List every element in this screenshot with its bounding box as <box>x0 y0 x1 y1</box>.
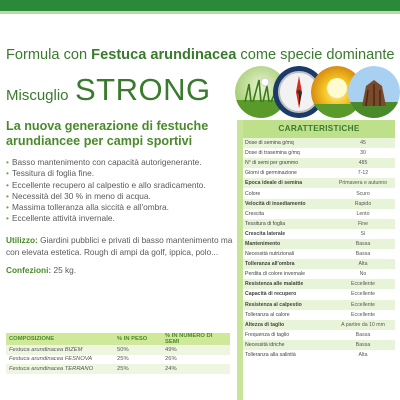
usage-label: Utilizzo: <box>6 235 38 245</box>
characteristic-value: Sì <box>360 230 366 237</box>
characteristic-row <box>243 219 395 229</box>
characteristic-label: Resistenza al calpestio <box>243 300 331 310</box>
characteristic-value: Bassa <box>355 331 371 338</box>
characteristic-row <box>243 330 395 340</box>
characteristic-row <box>243 178 395 188</box>
characteristic-row <box>243 289 395 299</box>
bullet-item: • Tessitura di foglia fine. <box>6 168 231 179</box>
characteristic-value: Rapido <box>331 199 395 209</box>
characteristic-row <box>243 199 395 209</box>
characteristic-value: Fine <box>331 219 395 229</box>
characteristic-row <box>243 209 395 219</box>
characteristic-row <box>243 138 395 148</box>
formula-prefix: Formula con <box>6 47 92 63</box>
title-small: Miscuglio <box>6 87 69 104</box>
characteristic-label: Necessità nutrizionali <box>245 251 295 258</box>
characteristic-row <box>243 310 395 320</box>
characteristic-value: 7-12 <box>357 170 369 177</box>
formula-suffix: come specie dominante <box>236 47 395 63</box>
bullet-item: • Massima tolleranza alla siccità e all'ombra. <box>6 202 231 213</box>
composition-seeds: 49% <box>162 345 230 355</box>
composition-weight: 25% <box>114 364 162 374</box>
characteristic-value: Scuro <box>356 190 370 197</box>
characteristic-label: Velocità di insediamento <box>243 199 331 209</box>
characteristic-row <box>243 279 395 289</box>
composition-weight: 50% <box>114 345 162 355</box>
characteristic-value: Lento <box>356 210 370 217</box>
characteristic-label: Colore <box>245 190 261 197</box>
characteristic-row <box>243 239 395 249</box>
characteristic-label: Crescita <box>245 210 265 217</box>
characteristic-row <box>243 350 395 360</box>
packaging-label: Confezioni: <box>6 265 52 275</box>
characteristic-label: Giorni di germinazione <box>245 170 297 177</box>
bullet-item: • Eccellente attività invernale. <box>6 213 231 224</box>
bullet-item: • Eccellente recupero al calpestio e allo sradicamento. <box>6 180 231 191</box>
composition-row <box>6 345 230 355</box>
headline: La nuova generazione di festuche arundiancee per campi sportivi <box>6 119 209 148</box>
characteristic-row <box>243 229 395 239</box>
characteristic-value: Eccellente <box>331 279 395 289</box>
characteristic-label: Dose di trasemina g/mq <box>245 150 300 157</box>
characteristic-value: Bassa <box>331 239 395 249</box>
characteristic-row <box>243 269 395 279</box>
characteristic-label: N° di semi per grammo <box>243 158 331 168</box>
tree-stump-icon <box>348 66 400 118</box>
header-green-bar <box>0 0 400 11</box>
composition-row <box>6 355 230 365</box>
characteristic-value: Alta <box>331 259 395 269</box>
composition-weight: 25% <box>117 356 129 363</box>
usage-body: Giardini pubblici e privati di basso mantenimento ma con elevata estetica. Rough di ampi da golf, ippica, polo... <box>6 235 233 257</box>
characteristic-value: Alta <box>358 352 368 359</box>
title-big: STRONG <box>74 72 211 107</box>
seed-count-header: % IN NUMERO DI SEMI <box>162 333 230 345</box>
composition-species: Festuca arundinacea FESNOVA <box>9 356 93 363</box>
composition-seeds: 24% <box>162 364 230 374</box>
composition-species: Festuca arundinacea BIZEM <box>6 345 114 355</box>
usage-text <box>6 235 234 259</box>
characteristic-row <box>243 249 395 259</box>
characteristic-value: Eccellente <box>331 300 395 310</box>
characteristics-panel <box>237 120 395 400</box>
characteristic-label: Capacità di recupero <box>245 291 297 298</box>
characteristics-title: CARATTERISTICHE <box>243 120 395 138</box>
characteristic-row <box>243 340 395 350</box>
packaging-text <box>6 265 76 275</box>
characteristic-value: 30 <box>360 150 366 157</box>
formula-species: Festuca arundinacea <box>91 47 237 63</box>
characteristic-label: Epoca ideale di semina <box>243 178 331 188</box>
characteristic-label: Mantenimento <box>243 239 331 249</box>
characteristic-value: 45 <box>331 138 395 148</box>
characteristic-row <box>243 188 395 198</box>
header-stripe <box>0 11 400 14</box>
characteristic-value: Primavera e autunno <box>331 178 395 188</box>
characteristic-label: Frequenza di taglio <box>245 331 290 338</box>
characteristic-value: A partire da 10 mm <box>331 320 395 330</box>
characteristic-label: Tolleranza all'ombra <box>243 259 331 269</box>
composition-header: COMPOSIZIONE <box>6 333 114 345</box>
characteristic-row <box>243 300 395 310</box>
header-band <box>0 0 400 20</box>
characteristic-value: Eccellente <box>351 311 375 318</box>
characteristic-value: Eccellente <box>351 291 375 298</box>
characteristic-label: Necessità idriche <box>243 340 331 350</box>
bullet-item: • Necessità del 30 % in meno di acqua. <box>6 191 231 202</box>
characteristic-label: Altezza di taglio <box>243 320 331 330</box>
characteristic-value: Bassa <box>331 340 395 350</box>
bullet-item: • Basso mantenimento con capacità autorigenerante. <box>6 157 231 168</box>
characteristic-label: Tessitura di foglia <box>243 219 331 229</box>
composition-seeds: 26% <box>165 356 177 363</box>
weight-header: % IN PESO <box>114 333 162 345</box>
characteristic-row <box>243 259 395 269</box>
characteristic-row <box>243 148 395 158</box>
characteristic-label: Perdita di colore invernale <box>245 271 305 278</box>
characteristic-row <box>243 320 395 330</box>
characteristics-table <box>243 138 395 360</box>
composition-header-row <box>6 333 230 345</box>
characteristic-value: 485 <box>331 158 395 168</box>
characteristic-label: Resistenza alle malattie <box>243 279 331 289</box>
feature-icons <box>235 66 400 118</box>
packaging-body: 25 kg. <box>51 265 77 275</box>
characteristic-row <box>243 158 395 168</box>
composition-table <box>6 333 230 374</box>
product-title <box>6 72 211 108</box>
characteristic-value: Bassa <box>355 251 371 258</box>
characteristic-label: Dose di semina g/mq <box>243 138 331 148</box>
characteristic-label: Tolleranza al calore <box>245 311 290 318</box>
characteristic-value: No <box>359 271 367 278</box>
composition-row <box>6 364 230 374</box>
characteristic-label: Tolleranza alla salinità <box>245 352 296 359</box>
characteristic-label: Crescita laterale <box>245 230 286 237</box>
formula-line <box>6 47 398 63</box>
feature-bullets <box>6 157 231 225</box>
characteristic-row <box>243 168 395 178</box>
composition-species: Festuca arundinacea TERRANO <box>6 364 114 374</box>
